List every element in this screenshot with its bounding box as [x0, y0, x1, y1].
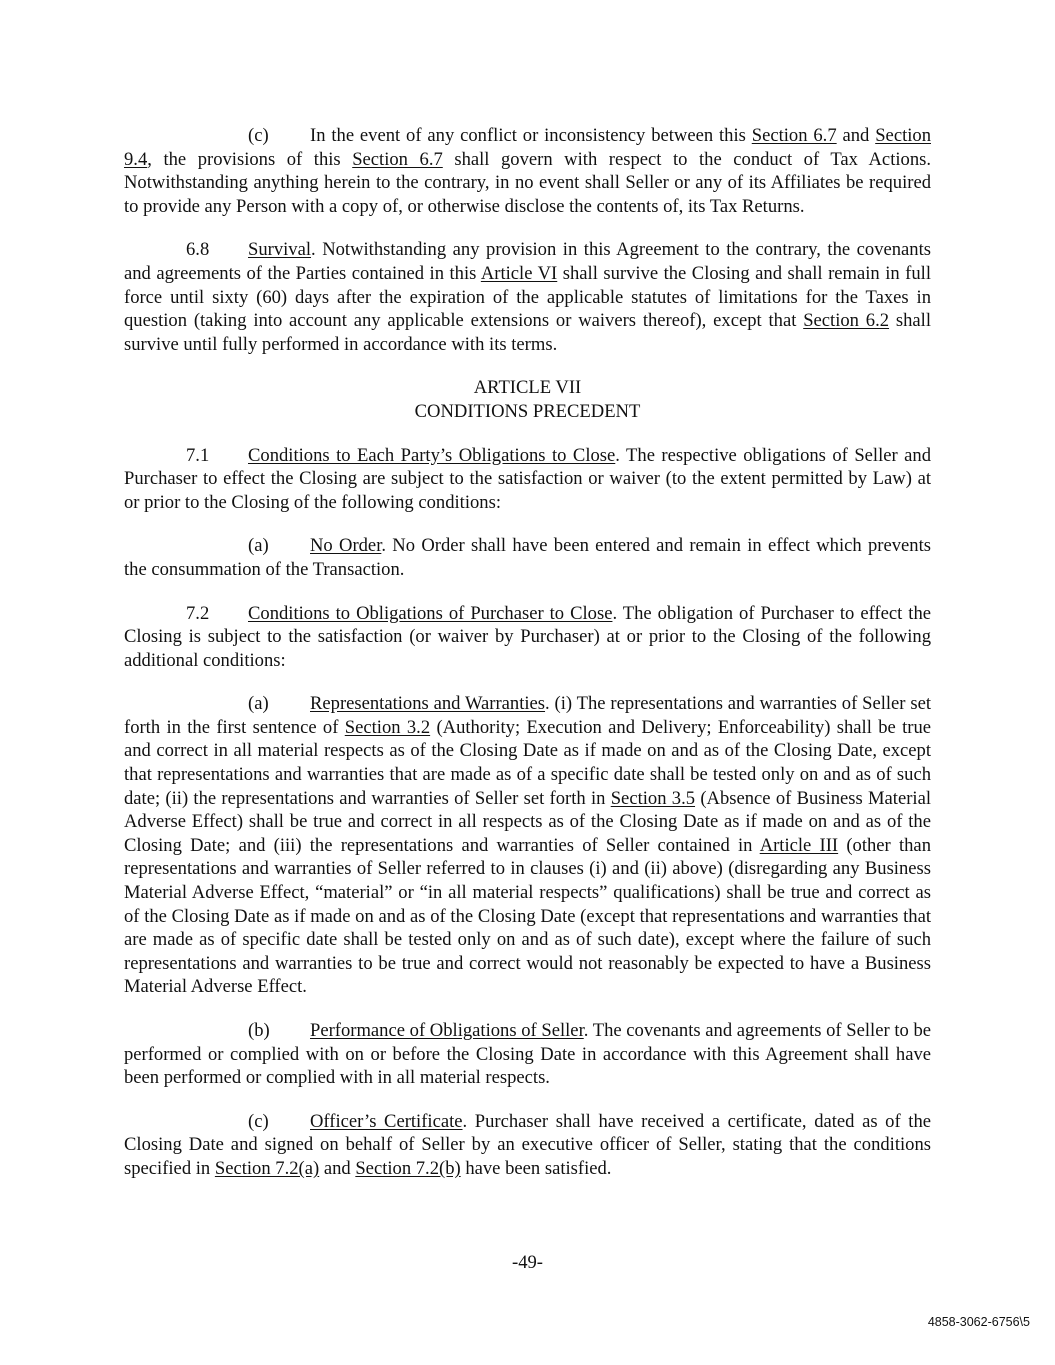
section-heading: Conditions to Obligations of Purchaser to Close	[248, 602, 613, 624]
clause-heading: Performance of Obligations of Seller	[310, 1020, 584, 1041]
clause-heading: No Order	[310, 535, 382, 557]
clause-number: (a)	[248, 535, 269, 557]
paragraph-7-2-b: (b) Performance of Obligations of Seller. The covenants and agreements of Seller to be performed or complied with on or before the Closing Date in accordance with this Agreement shall have been performed or complied with in all material respects.	[124, 1020, 931, 1089]
section-reference: Section 9.4	[124, 125, 931, 170]
section-number: 6.8	[186, 239, 210, 261]
section-reference: Article III	[759, 834, 839, 856]
clause-number: (c)	[248, 125, 269, 146]
section-reference: Section 6.7	[352, 148, 443, 170]
clause-heading: Officer’s Certificate	[310, 1110, 463, 1132]
paragraph-7-2-c: (c) Officer’s Certificate. Purchaser shall have received a certificate, dated as of the Closing Date and signed on behalf of Seller by an executive officer of Seller, stating that the conditions specified in Section 7.2(a) and Section 7.2(b) have been satisfied.	[124, 1110, 931, 1179]
article-number: ARTICLE VII	[473, 377, 582, 399]
article-title: CONDITIONS PRECEDENT	[414, 400, 641, 422]
section-reference: Section 7.2(b)	[355, 1157, 461, 1179]
section-number: 7.2	[186, 602, 210, 624]
paragraph-6-7-c: (c) In the event of any conflict or inconsistency between this Section 6.7 and Section 9.4, the provisions of this Section 6.7 shall govern with respect to the conduct of Tax Actions. Notwithstanding anything herein to the contrary, in no event shall Seller or any of its Affiliates be required to provide any Person with a copy of, or otherwise disclose the contents of, its Tax Returns.	[124, 125, 931, 217]
section-number: 7.1	[186, 444, 210, 466]
page-number: -49-	[512, 1252, 543, 1273]
section-reference: Section 6.2	[803, 310, 890, 332]
paragraph-7-2-a: (a) Representations and Warranties. (i) The representations and warranties of Seller set forth in the first sentence of Section 3.2 (Authority; Execution and Delivery; Enforceability) shall be true and correct in all material respects as of the Closing Date as if made on and as of the Closing Date, except that representations and warranties that are made as of a specific date shall be tested only on and as of such date; (ii) the representations and warranties of Seller set forth in Section 3.5 (Absence of Business Material Adverse Effect) shall be true and correct in all respects as of the Closing Date as if made on and as of the Closing Date; and (iii) the representations and warranties of Seller contained in Article III (other than representations and warranties of Seller referred to in clauses (i) and (ii) above) (disregarding any Business Material Adverse Effect, “material” or “in all material respects” qualifications) shall be true and correct as of the Closing Date as if made on and as of the Closing Date (except that representations and warranties that are made as of specific date shall be tested only on and as of such date), except where the failure of such representations and warranties to be true and correct would not reasonably be expected to have a Business Material Adverse Effect.	[124, 693, 931, 998]
section-7-1: 7.1 Conditions to Each Party’s Obligations to Close. The respective obligations of Seller and Purchaser to effect the Closing are subject to the satisfaction or waiver (to the extent permitted by Law) at or prior to the Closing of the following conditions:	[124, 444, 931, 513]
clause-number: (c)	[248, 1110, 269, 1132]
section-reference: Section 3.5	[610, 787, 696, 809]
clause-number: (b)	[248, 1020, 270, 1041]
section-reference: Article VI	[480, 262, 558, 284]
section-reference: Section 3.2	[344, 716, 431, 738]
paragraph-7-1-a: (a) No Order. No Order shall have been entered and remain in effect which prevents the consummation of the Transaction.	[124, 535, 931, 580]
section-reference: Section 6.7	[751, 125, 837, 146]
section-6-8: 6.8 Survival. Notwithstanding any provision in this Agreement to the contrary, the covenants and agreements of the Parties contained in this Article VI shall survive the Closing and shall remain in full force until sixty (60) days after the expiration of the applicable statutes of limitations for the Taxes in question (taking into account any applicable extensions or waivers thereof), except that Section 6.2 shall survive until fully performed in accordance with its terms.	[124, 239, 931, 355]
section-heading: Conditions to Each Party’s Obligations to Close	[248, 444, 616, 466]
document-page	[124, 124, 931, 1201]
clause-number: (a)	[248, 693, 269, 715]
document-id: 4858-3062-6756\5	[927, 1315, 1030, 1329]
article-heading	[124, 376, 931, 423]
section-heading: Survival	[248, 239, 312, 261]
clause-heading: Representations and Warranties	[310, 693, 546, 715]
section-reference: Section 7.2(a)	[214, 1157, 320, 1179]
section-7-2: 7.2 Conditions to Obligations of Purchaser to Close. The obligation of Purchaser to effect the Closing is subject to the satisfaction (or waiver by Purchaser) at or prior to the Closing of the following additional conditions:	[124, 602, 931, 671]
